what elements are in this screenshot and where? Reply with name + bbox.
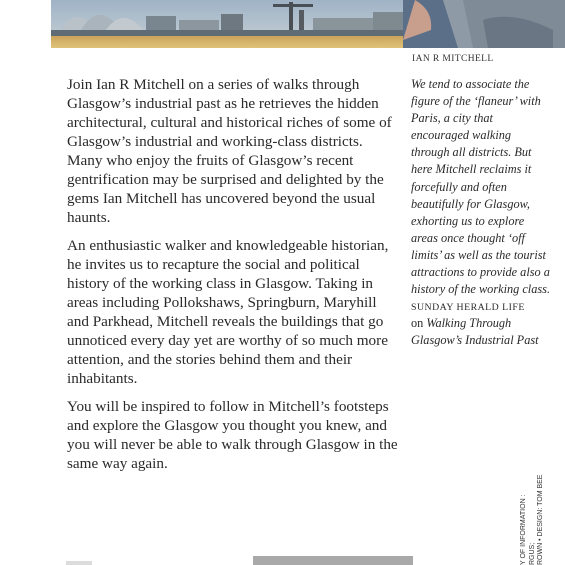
review-book-title: Walking Through Glasgow’s Industrial Past: [411, 316, 539, 348]
barcode-edge: [66, 561, 92, 565]
cover-credits: [520, 455, 546, 565]
review-column: [411, 76, 551, 349]
photo-caption: IAN R MITCHELL: [412, 54, 494, 64]
review-book-reference: [411, 315, 551, 349]
description-paragraph: Join Ian R Mitchell on a series of walks through Glasgow’s industrial past as he retrieves the hidden architectural, cultural and historical riches of some of Glasgow’s industrial and working-class districts. Many who enjoy the fruits of Glasgow’s recent gentrification may be surprised and delighted by the gems Ian Mitchell has uncovered beyond the usual haunts.: [67, 76, 392, 226]
credits-line: ROWN • DESIGN: TOM BEE: [537, 474, 544, 565]
glasgow-riverside-photo: [51, 0, 403, 48]
bottom-grey-bar: [253, 556, 413, 565]
author-portrait-photo: [403, 0, 565, 48]
credits-line: Y OF INFORMATION :: [520, 494, 527, 565]
review-quote: We tend to associate the figure of the ‘flaneur’ with Paris, a city that encouraged walking through all districts. But here Mitchell reclaims it forcefully and often beautifully for Glasgow, exhorting us to explore areas once thought ‘off limits’ as well as the tourist attractions to provide also a history of the working class.: [411, 77, 551, 297]
review-on-word: on: [411, 316, 424, 331]
credits-line: RGUS;: [528, 542, 536, 565]
book-description: [67, 75, 399, 482]
cover-photo-strip: [51, 0, 565, 48]
description-paragraph: An enthusiastic walker and knowledgeable historian, he invites us to recapture the social and political history of the working class in Glasgow. Taking in areas including Pollokshaws, Springburn, Maryhill and Parkhead, Mitchell reveals the buildings that go unnoticed every day yet are worthy of so much more attention, and the stories behind them and their inhabitants.: [67, 237, 389, 387]
description-paragraph: You will be inspired to follow in Mitchell’s footsteps and explore the Glasgow you thought you knew, and you will never be able to walk through Glasgow in the same way again.: [67, 398, 398, 472]
review-source: SUNDAY HERALD LIFE: [411, 302, 525, 314]
